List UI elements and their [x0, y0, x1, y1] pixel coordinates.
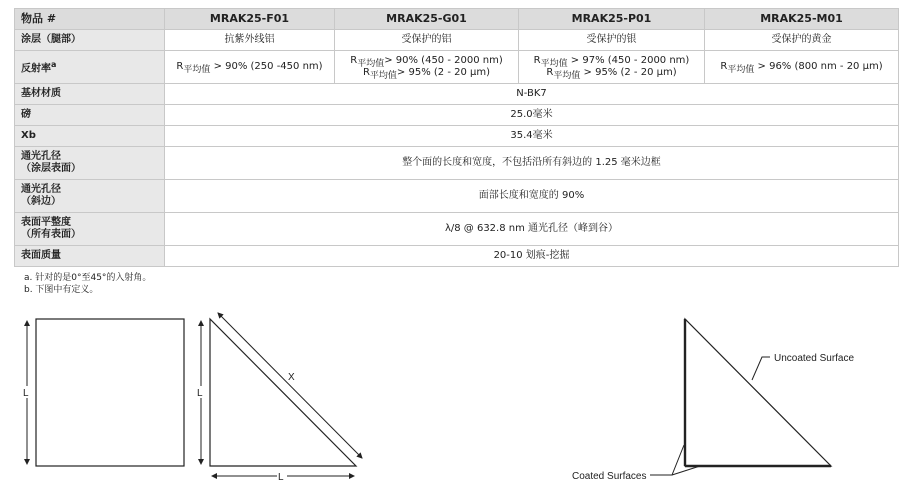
coating-prism-triangle [685, 319, 831, 466]
reflectance-g01: R平均值> 90% (450 - 2000 nm) R平均值> 95% (2 - 20 μm) [335, 51, 519, 84]
row-label-clear-aperture-hypotenuse: 通光孔径 （斜边） [15, 180, 165, 213]
footnote-a-marker: a [51, 59, 57, 69]
reflectance-p01: R平均值 > 97% (450 - 2000 nm) R平均值 > 95% (2 - 20 μm) [519, 51, 705, 84]
row-label-L: 磅 [15, 105, 165, 126]
header-mrak25-p01: MRAK25-P01 [519, 9, 705, 30]
dimension-L-label-vertical: L [197, 388, 203, 399]
uncoated-leader [752, 357, 770, 380]
uncoated-surface-label: Uncoated Surface [774, 353, 855, 364]
square-face [36, 319, 184, 466]
header-mrak25-g01: MRAK25-G01 [335, 9, 519, 30]
row-label-X: Xb [15, 126, 165, 147]
clear-aperture-coated-value: 整个面的长度和宽度，不包括沿所有斜边的 1.25 毫米边框 [165, 147, 899, 180]
row-label-substrate: 基材材质 [15, 84, 165, 105]
reflectance-f01: R平均值 > 90% (250 -450 nm) [165, 51, 335, 84]
coated-leader-left [650, 445, 684, 475]
coating-g01: 受保护的铝 [335, 30, 519, 51]
surface-quality-value: 20-10 划痕-挖掘 [165, 246, 899, 267]
coated-surfaces-label: Coated Surfaces [572, 471, 647, 482]
coating-p01: 受保护的银 [519, 30, 705, 51]
coating-m01: 受保护的黄金 [705, 30, 899, 51]
substrate-value: N-BK7 [165, 84, 899, 105]
coated-leader-bottom [672, 466, 700, 475]
row-label-surface-flatness: 表面平整度 （所有表面） [15, 213, 165, 246]
reflectance-m01: R平均值 > 96% (800 nm - 20 μm) [705, 51, 899, 84]
row-label-reflectance: 反射率$^a$ [15, 51, 165, 84]
dimension-X-arrow [218, 313, 362, 458]
surface-flatness-value: λ/8 @ 632.8 nm 通光孔径（峰到谷） [165, 213, 899, 246]
clear-aperture-hypotenuse-value: 面部长度和宽度的 90% [165, 180, 899, 213]
prism-side-drawing [196, 313, 362, 483]
footnote-a: a. 针对的是0°至45°的入射角。 [24, 273, 152, 283]
dimension-L-label-horizontal: L [278, 472, 284, 483]
row-label-coating: 涂层（腿部） [15, 30, 165, 51]
coating-drawing [572, 319, 854, 482]
L-value: 25.0毫米 [165, 105, 899, 126]
header-mrak25-m01: MRAK25-M01 [705, 9, 899, 30]
prism-triangle [210, 319, 356, 466]
row-label-clear-aperture-coated: 通光孔径 （涂层表面） [15, 147, 165, 180]
square-face-drawing [22, 319, 184, 466]
header-item-number: 物品 # [15, 9, 165, 30]
X-value: 35.4毫米 [165, 126, 899, 147]
dimension-X-label: X [288, 372, 295, 383]
dimension-L-label-square: L [23, 388, 29, 399]
footnote-b: b. 下图中有定义。 [24, 285, 99, 295]
coating-f01: 抗紫外线铝 [165, 30, 335, 51]
row-label-surface-quality: 表面质量 [15, 246, 165, 267]
header-mrak25-f01: MRAK25-F01 [165, 9, 335, 30]
